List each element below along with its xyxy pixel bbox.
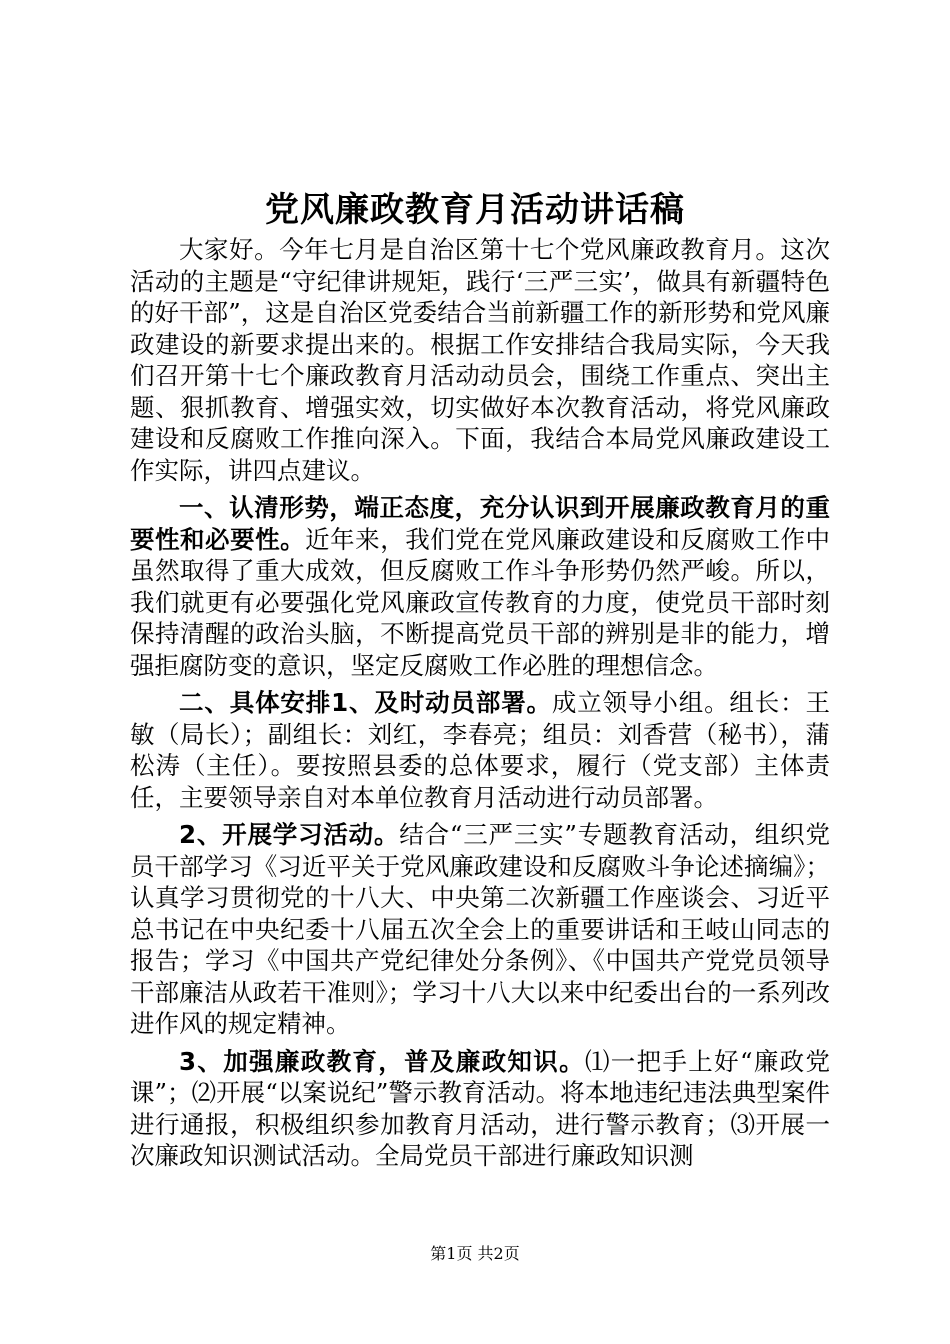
paragraph-2	[130, 492, 830, 681]
document-body	[130, 234, 830, 1178]
paragraph-1-text: 大家好。今年七月是自治区第十七个党风廉政教育月。这次活动的主题是“守纪律讲规矩，践行‘三严三实’，做具有新疆特色的好干部”，这是自治区党委结合当前新疆工作的新形势和党风廉政建设的新要求提出来的。根据工作安排结合我局实际，今天我们召开第十七个廉政教育月活动动员会，围绕工作重点、突出主题、狠抓教育、增强实效，切实做好本次教育活动，将党风廉政建设和反腐败工作推向深入。下面，我结合本局党风廉政建设工作实际，讲四点建议。	[130, 235, 830, 485]
paragraph-3	[130, 687, 830, 813]
paragraph-2-text: 近年来，我们党在党风廉政建设和反腐败工作中虽然取得了重大成效，但反腐败工作斗争形势仍然严峻。所以，我们就更有必要强化党风廉政宣传教育的力度，使党员干部时刻保持清醒的政治头脑，不断提高党员干部的辨别是非的能力，增强拒腐防变的意识，坚定反腐败工作必胜的理想信念。	[130, 524, 831, 680]
paragraph-3-lead: 二、具体安排1、及时动员部署。	[179, 688, 552, 717]
paragraph-4-lead: 2、开展学习活动。	[179, 820, 400, 849]
paragraph-4	[130, 819, 830, 1040]
paragraph-2-lead: 一、认清形势，端正态度，充分认识到开展廉政教育月的重要性和必要性。	[130, 493, 830, 554]
paragraph-5-text: ⑴一把手上好“廉政党课”；⑵开展“以案说纪”警示教育活动。将本地违纪违法典型案件进行通报，积极组织参加教育月活动，进行警示教育；⑶开展一次廉政知识测试活动。全局党员干部进行廉政知识测	[130, 1046, 830, 1170]
document-title: 党风廉政教育月活动讲话稿	[265, 190, 685, 230]
paragraph-5	[130, 1046, 830, 1172]
paragraph-5-lead: 3、加强廉政教育，普及廉政知识。	[179, 1046, 585, 1076]
paragraph-1	[130, 234, 830, 486]
paragraph-3-text: 成立领导小组。组长：王敏（局长）；副组长：刘红，李春亮；组员：刘香营（秘书），蒲松涛（主任）。要按照县委的总体要求，履行（党支部）主体责任，主要领导亲自对本单位教育月活动进行动员部署。	[130, 688, 831, 812]
page-number-footer: 第1页 共2页	[430, 1244, 520, 1263]
paragraph-4-text: 结合“三严三实”专题教育活动，组织党员干部学习《习近平关于党风廉政建设和反腐败斗争论述摘编》；认真学习贯彻党的十八大、中央第二次新疆工作座谈会、习近平总书记在中央纪委十八届五次全会上的重要讲话和王岐山同志的报告；学习《中国共产党纪律处分条例》、《中国共产党党员领导干部廉洁从政若干准则》；学习十八大以来中纪委出台的一系列改进作风的规定精神。	[130, 820, 830, 1038]
